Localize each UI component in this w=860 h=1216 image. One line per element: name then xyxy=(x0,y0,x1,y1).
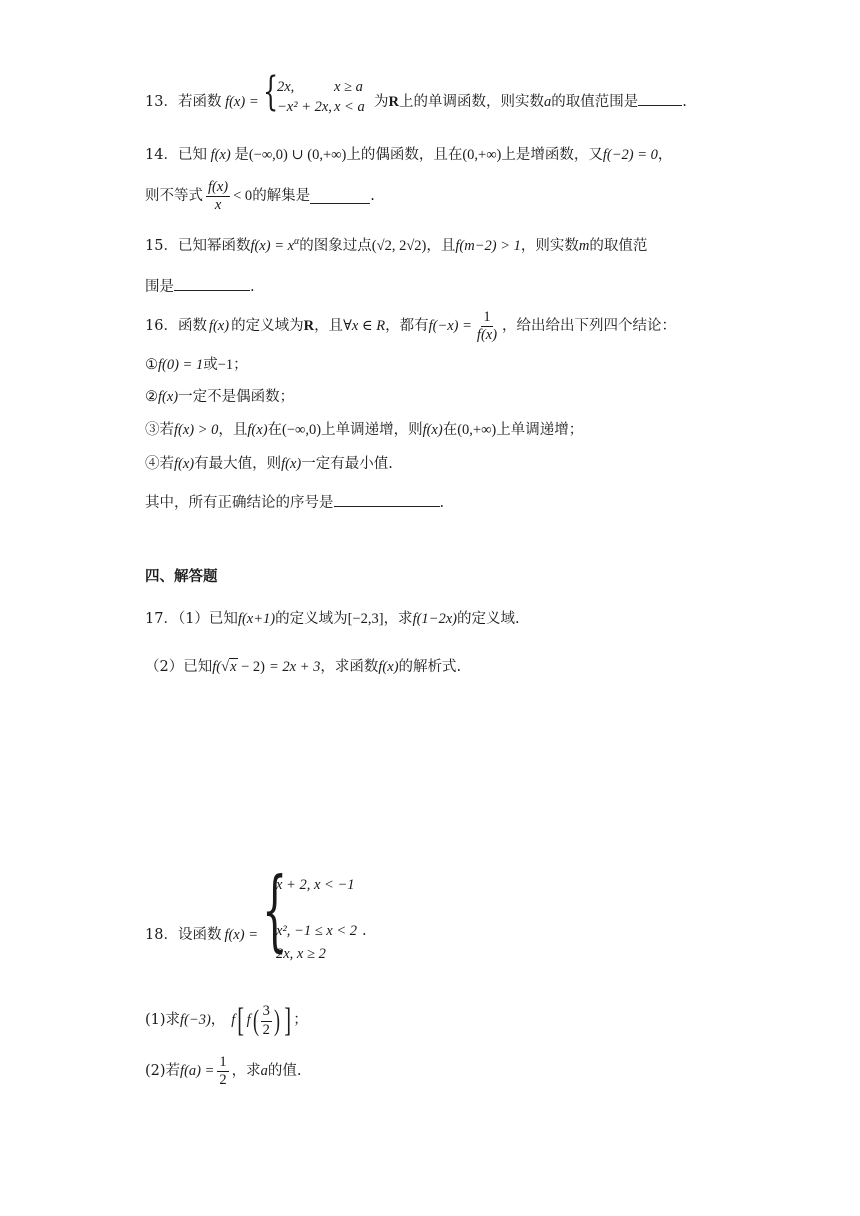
q18-case1: x + 2, x < −1 xyxy=(276,877,355,893)
q18-p1-fraction xyxy=(261,1004,272,1037)
q15-alpha: α xyxy=(294,236,300,247)
q16-item3-cond: f(x) > 0 xyxy=(174,422,219,438)
q16-summary: 其中，所有正确结论的序号是 xyxy=(145,495,334,511)
q17-p2-sqrt: x xyxy=(230,659,237,675)
q17-text: 的定义域. xyxy=(456,611,520,627)
q17-text: ，求 xyxy=(383,611,413,627)
q14-text: 的解集是 xyxy=(252,188,311,205)
q16-text: ； xyxy=(233,357,248,373)
q15-number: 15． xyxy=(145,237,178,254)
q17-text: ，求函数 xyxy=(320,659,379,675)
q13-case1-cond: x ≥ a xyxy=(334,79,363,95)
q13-a: a xyxy=(543,94,552,110)
q16-forall: ∀x ∈ R xyxy=(343,318,386,335)
q14-text: 则不等式 xyxy=(145,188,203,205)
q16-text: ，且 xyxy=(218,422,248,438)
q16-text: ，且 xyxy=(314,318,344,335)
q18-text: ， xyxy=(210,1012,226,1029)
q18-text: (2)若 xyxy=(145,1063,181,1080)
q18-p2-f: f(a) = xyxy=(180,1063,215,1080)
q18-p2-frac-num: 1 xyxy=(217,1055,228,1072)
q13-case1-expr: 2x, xyxy=(277,79,295,95)
q17-text: 的解析式. xyxy=(398,659,462,675)
q17-p2-fx: f(x) xyxy=(378,659,399,675)
q13-number: 13． xyxy=(145,94,178,110)
q18-text: ，求 xyxy=(231,1063,261,1080)
q16-text: 一定有最小值. xyxy=(301,456,393,472)
q17-text: （2）已知 xyxy=(145,659,213,675)
q16-item2-mark: ② xyxy=(145,389,158,405)
q16-text: 有最大值，则 xyxy=(194,456,282,472)
q18-number: 18． xyxy=(145,927,178,943)
q15-text: 的图象过点 xyxy=(299,237,372,254)
q13-text-pre: 若函数 xyxy=(177,94,222,110)
q16-item3-fx: f(x) xyxy=(247,422,268,438)
q16-item1-f0: f(0) = 1 xyxy=(158,357,204,373)
q14-fraction xyxy=(206,180,230,213)
q16-text: ④若 xyxy=(145,456,174,472)
q14-interval: (0,+∞) xyxy=(462,147,502,163)
q16-text: 一定不是偶函数； xyxy=(178,389,295,405)
q16-R: R xyxy=(303,318,315,335)
q15-point: (√2, 2√2) xyxy=(371,237,427,254)
q18-case2: x², −1 ≤ x < 2 xyxy=(276,923,357,939)
q13-R: R xyxy=(388,94,399,110)
q18-text: ； xyxy=(293,1012,308,1029)
q17-p1-f2: f(1−2x) xyxy=(412,611,457,627)
q13-answer-blank[interactable] xyxy=(638,91,682,106)
q15-text: ，则实数 xyxy=(520,237,579,254)
q14-text: 上是增函数，又 xyxy=(501,147,603,163)
q16-number: 16． xyxy=(145,318,178,335)
q18-p1-f-outer: f xyxy=(231,1012,236,1029)
q16-item1-mark: ① xyxy=(145,357,158,373)
q16-text: 在 xyxy=(267,422,283,438)
q14-text: 上的偶函数，且在 xyxy=(346,147,463,163)
q15-text: 的取值范 xyxy=(589,237,648,254)
q16-text: ③若 xyxy=(145,422,174,438)
q18-text: 设函数 xyxy=(177,927,222,943)
q16-answer-blank[interactable] xyxy=(334,492,440,507)
q16-frac-num: 1 xyxy=(481,310,492,327)
q14-condition: f(−2) = 0 xyxy=(602,147,658,163)
q15-condition: f(m−2) > 1 xyxy=(455,237,521,254)
q16-item1-neg: −1 xyxy=(217,357,234,373)
q15-text: ，且 xyxy=(426,237,456,254)
q17-p2-eq: = 2x + 3 xyxy=(269,659,321,675)
q18-p1-f-inner: f xyxy=(246,1012,251,1029)
q18-text: (1)求 xyxy=(145,1012,181,1029)
q15-text: 围是 xyxy=(145,279,174,295)
q18-fx: f(x) = xyxy=(224,927,258,943)
q17-p2-f: f( xyxy=(212,659,222,675)
q14-text: 已知 xyxy=(177,147,207,163)
q16-text: 在 xyxy=(442,422,458,438)
q16-item4-fx2: f(x) xyxy=(281,456,302,472)
q17-text: 的定义域为 xyxy=(275,611,348,627)
q17-p1-domain: [−2,3] xyxy=(347,611,384,627)
q18-text: 的值. xyxy=(267,1063,302,1080)
q15-text: 已知幂函数 xyxy=(177,237,251,254)
q16-item3-interval2: (0,+∞) xyxy=(457,422,497,438)
q18-case3: 2x, x ≥ 2 xyxy=(276,946,326,962)
q13-brace: { xyxy=(263,69,279,115)
q18-p1-frac-num: 3 xyxy=(261,1004,272,1021)
q16-text: ，给出给出下列四个结论： xyxy=(502,318,677,335)
q18-p2-fraction xyxy=(217,1055,228,1088)
q14-fx: f(x) xyxy=(206,147,235,163)
q16-fx: f(x) xyxy=(208,318,230,335)
q13-text-mid: 为 xyxy=(374,94,389,110)
q16-item2-fx: f(x) xyxy=(158,389,179,405)
q17-text: （1）已知 xyxy=(177,611,238,627)
q16-text: 函数 xyxy=(177,318,207,335)
q15-fx: f(x) = x xyxy=(250,237,295,254)
q16-text: 的定义域为 xyxy=(231,318,304,335)
q18-p1-f: f(−3) xyxy=(180,1012,211,1029)
q13-case2-cond: x < a xyxy=(334,99,365,115)
q16-item3-fx2: f(x) xyxy=(422,422,443,438)
q14-number: 14． xyxy=(145,147,178,163)
q18-p2-frac-den: 2 xyxy=(219,1072,227,1089)
q16-text: 上单调递增； xyxy=(496,422,584,438)
q16-frac-den: f(x) xyxy=(476,327,498,344)
q17-p1-f: f(x+1) xyxy=(237,611,276,627)
q16-item4-fx: f(x) xyxy=(174,456,195,472)
q16-text: 上单调递增，则 xyxy=(321,422,423,438)
q17-number: 17． xyxy=(145,611,178,627)
q18-p2-a: a xyxy=(260,1063,268,1080)
q15-m: m xyxy=(578,237,590,254)
q14-frac-den: x xyxy=(214,197,222,214)
q14-lt0: < 0 xyxy=(233,188,253,205)
q16-fraction xyxy=(475,310,499,343)
q14-text: 是 xyxy=(234,147,249,163)
q15-answer-blank[interactable] xyxy=(174,276,250,291)
q13-text-post: 上的单调函数，则实数 xyxy=(398,94,544,110)
section-title: 四、解答题 xyxy=(145,569,218,585)
q16-text: ，都有 xyxy=(385,318,429,335)
q17-p2-f-tail: − 2) xyxy=(237,659,266,675)
q16-lhs: f(−x) = xyxy=(428,318,472,335)
q13-case2-expr: −x² + 2x, xyxy=(277,99,332,115)
q14-answer-blank[interactable] xyxy=(310,189,370,204)
q13-text-end: 的取值范围是 xyxy=(551,94,639,110)
q18-p1-frac-den: 2 xyxy=(262,1021,270,1038)
q16-item3-interval1: (−∞,0) xyxy=(282,422,322,438)
q13-fx: f(x) = xyxy=(221,94,259,110)
q14-frac-num: f(x) xyxy=(206,180,230,197)
q14-domain: (−∞,0) ∪ (0,+∞) xyxy=(248,147,347,163)
q18-brace: { xyxy=(262,858,288,961)
q16-text: 或 xyxy=(203,357,218,373)
